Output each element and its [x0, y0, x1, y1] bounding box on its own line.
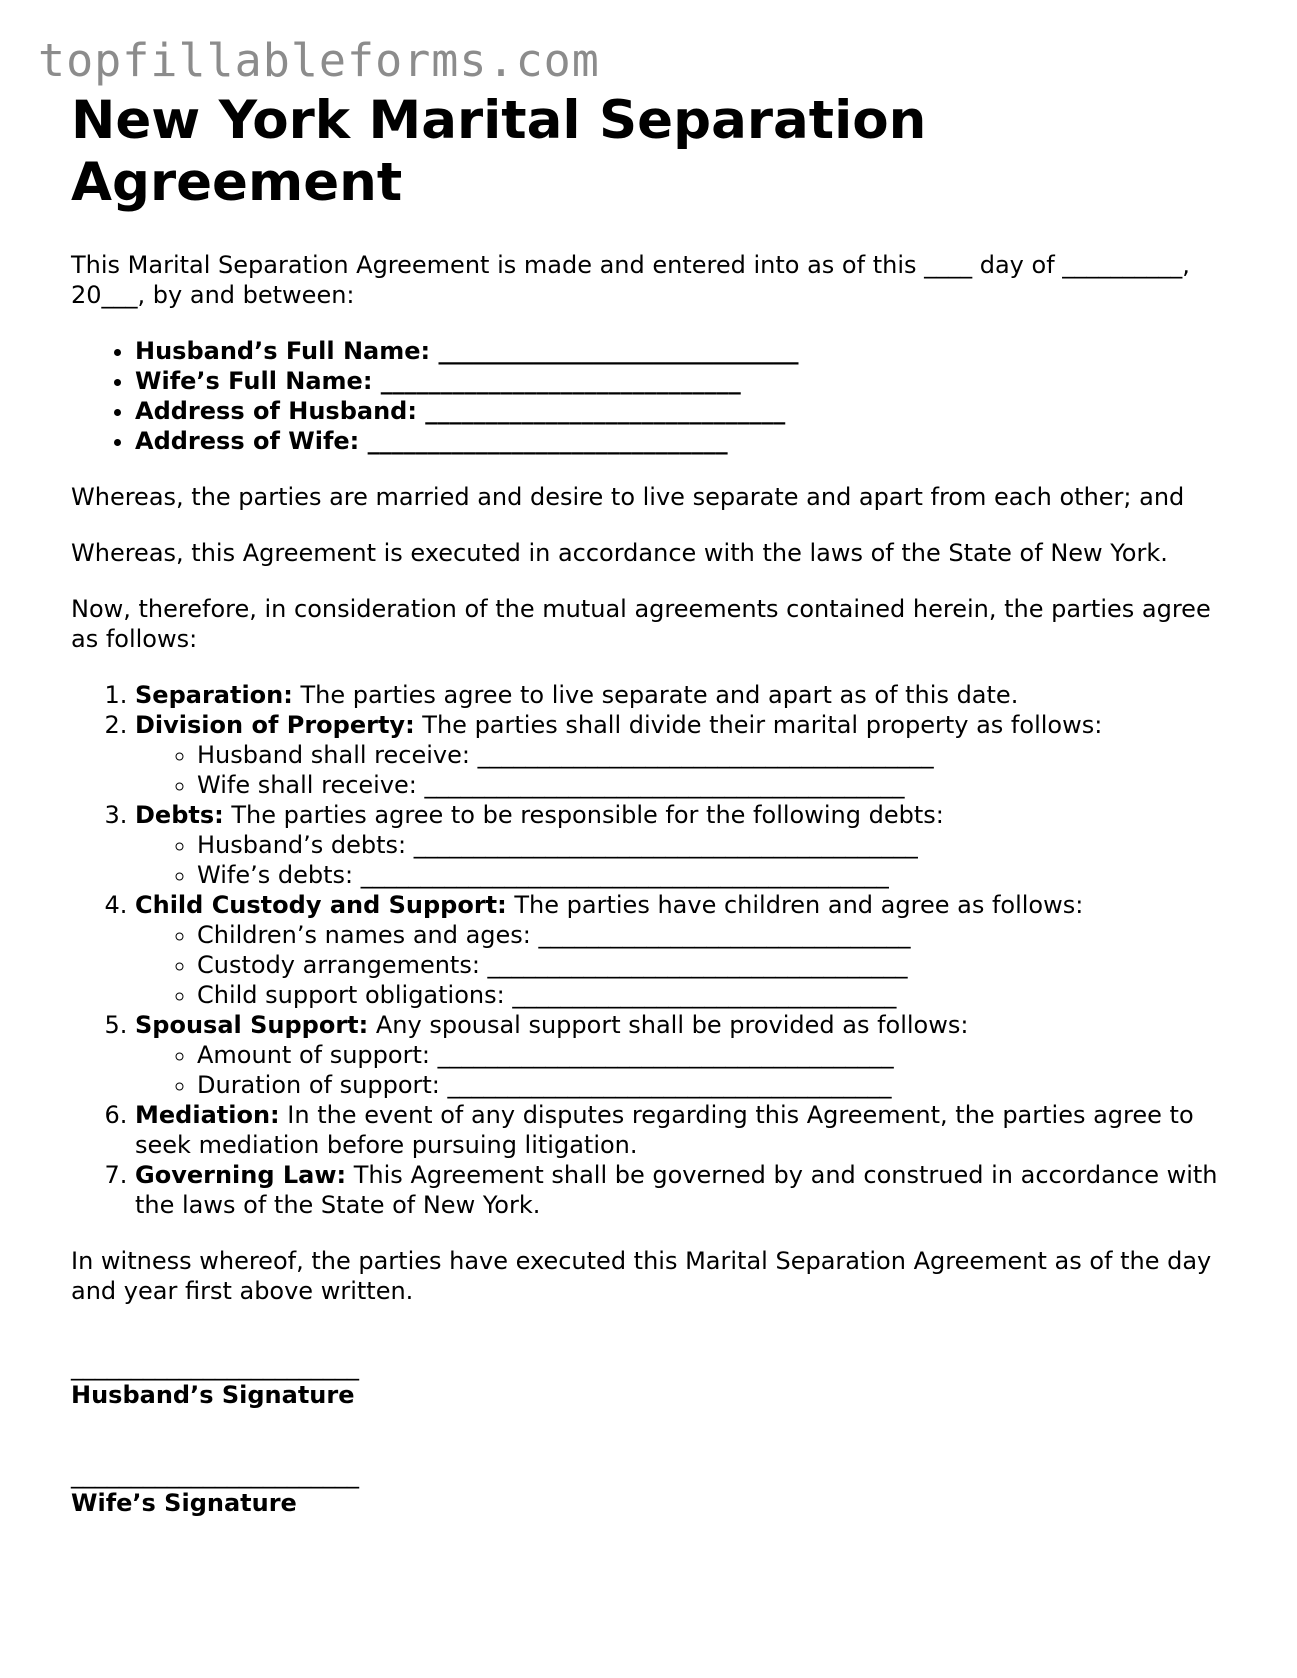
wife-name-field: • Wife’s Full Name: ______________________________ — [135, 366, 1231, 396]
child-support-field: ◦ Child support obligations: ________________________________ — [197, 980, 1231, 1010]
term-heading: Mediation: — [135, 1101, 280, 1129]
term-separation — [135, 680, 1231, 710]
wife-receive-field: ◦ Wife shall receive: ________________________________________ — [197, 770, 1231, 800]
whereas-married-paragraph: Whereas, the parties are married and desire to live separate and apart from each other; and — [71, 483, 1185, 511]
intro-paragraph: This Marital Separation Agreement is made and entered into as of this ____ day of __________, 20___, by and between: — [71, 251, 1190, 309]
wife-debts-field: ◦ Wife’s debts: ____________________________________________ — [197, 860, 1231, 890]
terms-list — [71, 680, 1231, 1220]
husband-debts-field: ◦ Husband’s debts: __________________________________________ — [197, 830, 1231, 860]
term-heading: Separation: — [135, 681, 293, 709]
term-division-of-property — [135, 710, 1231, 800]
signature-block — [71, 1354, 1231, 1518]
support-duration-field: ◦ Duration of support: _____________________________________ — [197, 1070, 1231, 1100]
term-text: The parties shall divide their marital property as follows: — [414, 711, 1103, 739]
whereas-law-paragraph: Whereas, this Agreement is executed in accordance with the laws of the State of New York. — [71, 539, 1168, 567]
now-therefore-paragraph: Now, therefore, in consideration of the mutual agreements contained herein, the parties agree as follows: — [71, 595, 1211, 653]
children-names-field: ◦ Children’s names and ages: _______________________________ — [197, 920, 1231, 950]
wife-signature-label: Wife’s Signature — [71, 1489, 297, 1517]
debts-sublist — [135, 830, 1231, 890]
wife-address-field: • Address of Wife: ______________________________ — [135, 426, 1231, 456]
document-page — [71, 90, 1231, 1518]
term-text: The parties agree to live separate and apart as of this date. — [292, 681, 1019, 709]
document-title: New York Marital Separation Agreement — [71, 90, 927, 213]
watermark-logo-text: topfillableforms.com — [38, 34, 600, 87]
support-amount-field: ◦ Amount of support: ______________________________________ — [197, 1040, 1231, 1070]
husband-signature-line: ________________________ — [71, 1353, 359, 1381]
term-text: This Agreement shall be governed by and construed in accordance with the laws of the State of New York. — [135, 1161, 1218, 1219]
term-debts — [135, 800, 1231, 890]
term-governing-law — [135, 1160, 1231, 1220]
wife-signature-line: ________________________ — [71, 1461, 359, 1489]
term-heading: Spousal Support: — [135, 1011, 369, 1039]
term-child-custody — [135, 890, 1231, 1010]
term-heading: Governing Law: — [135, 1161, 347, 1189]
husband-address-field: • Address of Husband: ______________________________ — [135, 396, 1231, 426]
witness-paragraph: In witness whereof, the parties have executed this Marital Separation Agreement as of the day and year first above written. — [71, 1247, 1212, 1305]
husband-signature-label: Husband’s Signature — [71, 1381, 355, 1409]
custody-sublist — [135, 920, 1231, 1010]
spousal-support-sublist — [135, 1040, 1231, 1100]
term-text: Any spousal support shall be provided as follows: — [368, 1011, 969, 1039]
term-heading: Child Custody and Support: — [135, 891, 507, 919]
parties-list — [71, 336, 1231, 456]
custody-arrangements-field: ◦ Custody arrangements: ___________________________________ — [197, 950, 1231, 980]
term-heading: Division of Property: — [135, 711, 415, 739]
husband-receive-field: ◦ Husband shall receive: ______________________________________ — [197, 740, 1231, 770]
term-text: The parties have children and agree as follows: — [506, 891, 1084, 919]
term-text: In the event of any disputes regarding this Agreement, the parties agree to seek mediation before pursuing litigation. — [135, 1101, 1194, 1159]
husband-name-field: • Husband’s Full Name: ______________________________ — [135, 336, 1231, 366]
term-mediation — [135, 1100, 1231, 1160]
term-spousal-support — [135, 1010, 1231, 1100]
term-heading: Debts: — [135, 801, 224, 829]
term-text: The parties agree to be responsible for the following debts: — [223, 801, 944, 829]
property-sublist — [135, 740, 1231, 800]
